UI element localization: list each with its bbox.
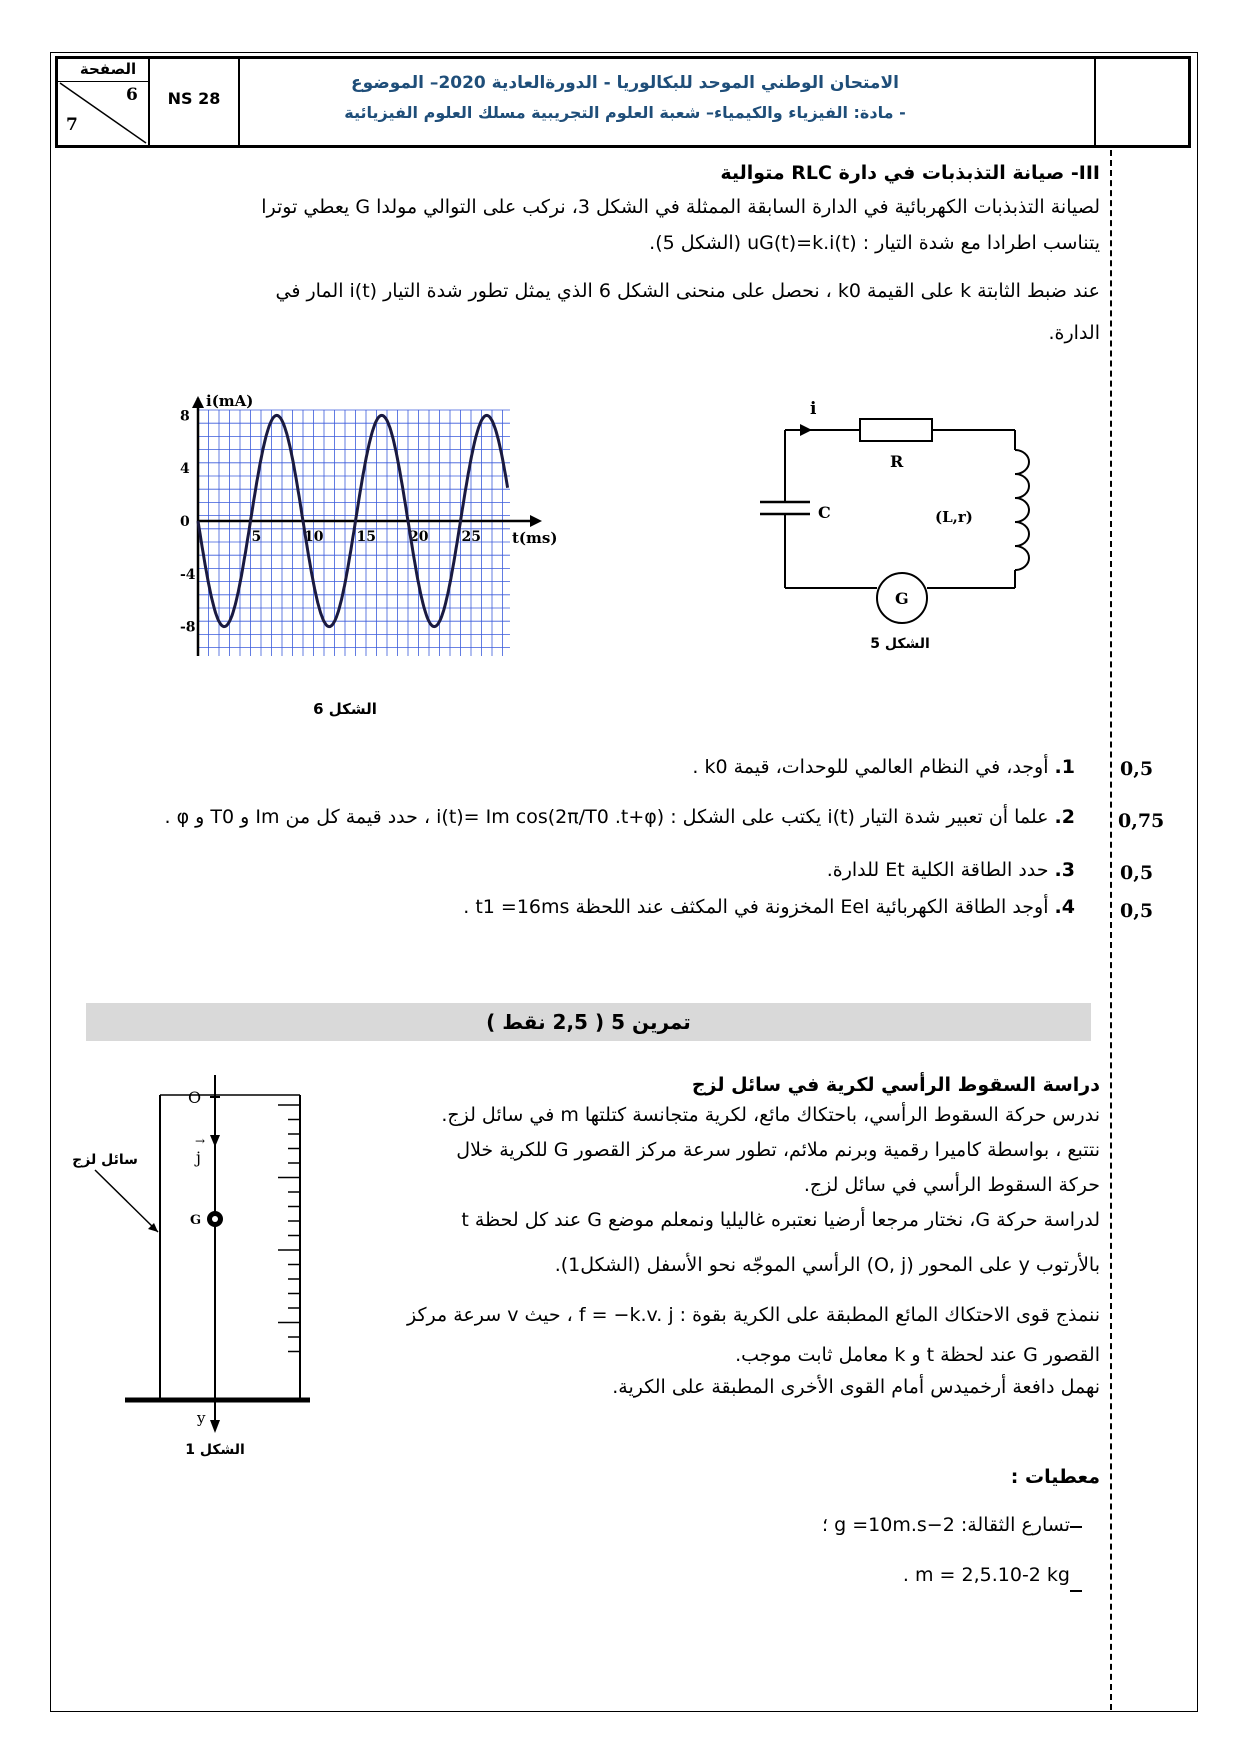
x-tick-label: 25: [461, 529, 481, 545]
question-text: حدد الطاقة الكلية Et للدارة.: [826, 859, 1049, 881]
vector-j-label: j: [196, 1148, 201, 1167]
page-label: الصفحة: [79, 60, 137, 78]
pointer-line: [95, 1170, 158, 1232]
points-q1: 0,5: [1120, 758, 1154, 780]
figure-5-caption: الشكل 5: [870, 636, 930, 652]
title-cell: [240, 59, 1096, 145]
figure-6-chart: [170, 368, 620, 728]
y-tick-label: -8: [180, 619, 196, 636]
questions-list: [100, 752, 1105, 942]
data-item-gravity: تسارع الثقالة: g =10m.s−2 ؛: [822, 1514, 1070, 1536]
x-axis-label: t(ms): [512, 529, 558, 547]
paragraph-line: الدارة.: [1048, 322, 1100, 344]
question-number: 2.: [1054, 806, 1075, 828]
y-tick-label: 0: [180, 514, 190, 530]
data-title: معطيات :: [1010, 1466, 1100, 1488]
page-number-cell: [58, 59, 150, 145]
exam-title-line1: الامتحان الوطني الموحد للبكالوريا - الدورةالعادية 2020– الموضوع: [351, 73, 899, 93]
y-axis-arrow-icon: [210, 1420, 220, 1433]
chart-axes: [192, 396, 542, 656]
data-item-mass: m = 2,5.10-2 kg .: [902, 1564, 1070, 1586]
body-line: القصور G عند لحظة t و k معامل ثابت موجب.: [735, 1344, 1100, 1366]
question-number: 1.: [1054, 756, 1075, 778]
center-label: G: [190, 1213, 202, 1228]
y-axis-label: i(mA): [206, 392, 254, 410]
figure-1-tube: [60, 1075, 310, 1455]
question-1: [100, 752, 1075, 782]
exercise-5-title: تمرين 5 ( 2,5 نقط ): [486, 1010, 691, 1034]
paragraph-line: يتناسب اطرادا مع شدة التيار : uG(t)=k.i(t) (الشكل 5).: [649, 232, 1100, 254]
points-margin-line: [1110, 150, 1112, 1710]
exam-title-line2: - مادة: الفيزياء والكيمياء– شعبة العلوم التجريبية مسلك العلوم الفيزيائية: [344, 103, 906, 122]
resistor: [860, 419, 932, 441]
points-q3: 0,5: [1120, 862, 1154, 884]
page-number: 6: [126, 85, 138, 105]
y-tick-label: 4: [180, 461, 190, 478]
paragraph-line: لصيانة التذبذبات الكهربائية في الدارة السابقة الممثلة في الشكل 3، نركب على التوالي مولدا G يعطي توترا: [261, 196, 1100, 218]
graduation-scale: [278, 1105, 300, 1352]
question-text: علما أن تعبير شدة التيار i(t) يكتب على الشكل : i(t)= Im cos(2π/T0 .t+φ) ، حدد قيمة كل من Im و T0 و φ .: [164, 806, 1049, 828]
current-arrow-icon: [800, 424, 812, 436]
x-tick-label: 5: [251, 529, 262, 545]
capacitor-label: C: [818, 503, 831, 522]
question-4: [100, 892, 1075, 922]
section-title: III- صيانة التذبذبات في دارة RLC متوالية: [720, 162, 1100, 184]
question-text: أوجد الطاقة الكهربائية Eel المخزونة في المكثف عند اللحظة t1 =16ms .: [463, 896, 1049, 918]
figure-6-caption: الشكل 6: [313, 700, 377, 718]
sphere-center: [212, 1216, 218, 1222]
body-line: نهمل دافعة أرخميدس أمام القوى الأخرى المطبقة على الكرية.: [612, 1376, 1100, 1398]
question-text: أوجد، في النظام العالمي للوحدات، قيمة k0 .: [692, 756, 1049, 778]
resistor-label: R: [890, 452, 904, 471]
exam-code: NS 28: [167, 89, 221, 108]
exam-header: [55, 56, 1191, 148]
bullet-dash: [1070, 1526, 1082, 1528]
question-number: 3.: [1054, 859, 1075, 881]
y-tick-label: 8: [180, 408, 190, 425]
x-axis-arrow-icon: [530, 515, 542, 527]
y-label: y: [197, 1409, 206, 1427]
j-vector-arrow-icon: [210, 1135, 220, 1147]
code-cell: [150, 59, 240, 145]
question-number: 4.: [1054, 896, 1075, 918]
x-tick-label: 10: [304, 529, 324, 545]
generator-label: G: [895, 589, 909, 608]
figure-5-circuit: [740, 390, 1060, 660]
vector-arrow-icon: →: [195, 1134, 206, 1148]
coil-label: (L,r): [935, 508, 973, 526]
coil: [1015, 450, 1029, 570]
y-axis-arrow-icon: [192, 396, 204, 408]
body-line: بالأرتوب y على المحور (O, j) الرأسي الموجّه نحو الأسفل (الشكل1).: [554, 1254, 1100, 1276]
x-tick-label: 20: [409, 529, 429, 545]
body-line: نتتبع ، بواسطة كاميرا رقمية وبرنم ملائم، تطور سرعة مركز القصور G للكرية خلال: [456, 1139, 1100, 1161]
paragraph-line: عند ضبط الثابتة k على القيمة k0 ، نحصل على منحنى الشكل 6 الذي يمثل تطور شدة التيار i(t) المار في: [275, 280, 1100, 302]
current-label: i: [810, 399, 817, 419]
y-tick-label: -4: [180, 566, 196, 583]
liquid-label: سائل لزج: [72, 1152, 138, 1168]
bullet-dash: [1070, 1590, 1082, 1592]
body-line: لدراسة حركة G، نختار مرجعا أرضيا نعتبره غاليليا ونمعلم موضع G عند كل لحظة t: [461, 1209, 1100, 1231]
body-line: ندرس حركة السقوط الرأسي، باحتكاك مائع، لكرية متجانسة كتلتها m في سائل لزج.: [441, 1104, 1100, 1126]
question-3: [100, 855, 1075, 885]
origin-label: O: [188, 1088, 202, 1107]
figure-1-caption: الشكل 1: [185, 1442, 245, 1458]
points-q4: 0,5: [1120, 900, 1154, 922]
exercise-5-subtitle: دراسة السقوط الرأسي لكرية في سائل لزج: [691, 1074, 1100, 1096]
body-line: ننمذج قوى الاحتكاك المائع المطبقة على الكرية بقوة : f = −k.v. j ، حيث v سرعة مركز: [407, 1304, 1100, 1326]
body-line: حركة السقوط الرأسي في سائل لزج.: [803, 1174, 1100, 1196]
page-total: 7: [66, 115, 78, 135]
question-2: [100, 802, 1075, 832]
points-q2: 0,75: [1118, 810, 1165, 832]
x-tick-label: 15: [356, 529, 376, 545]
